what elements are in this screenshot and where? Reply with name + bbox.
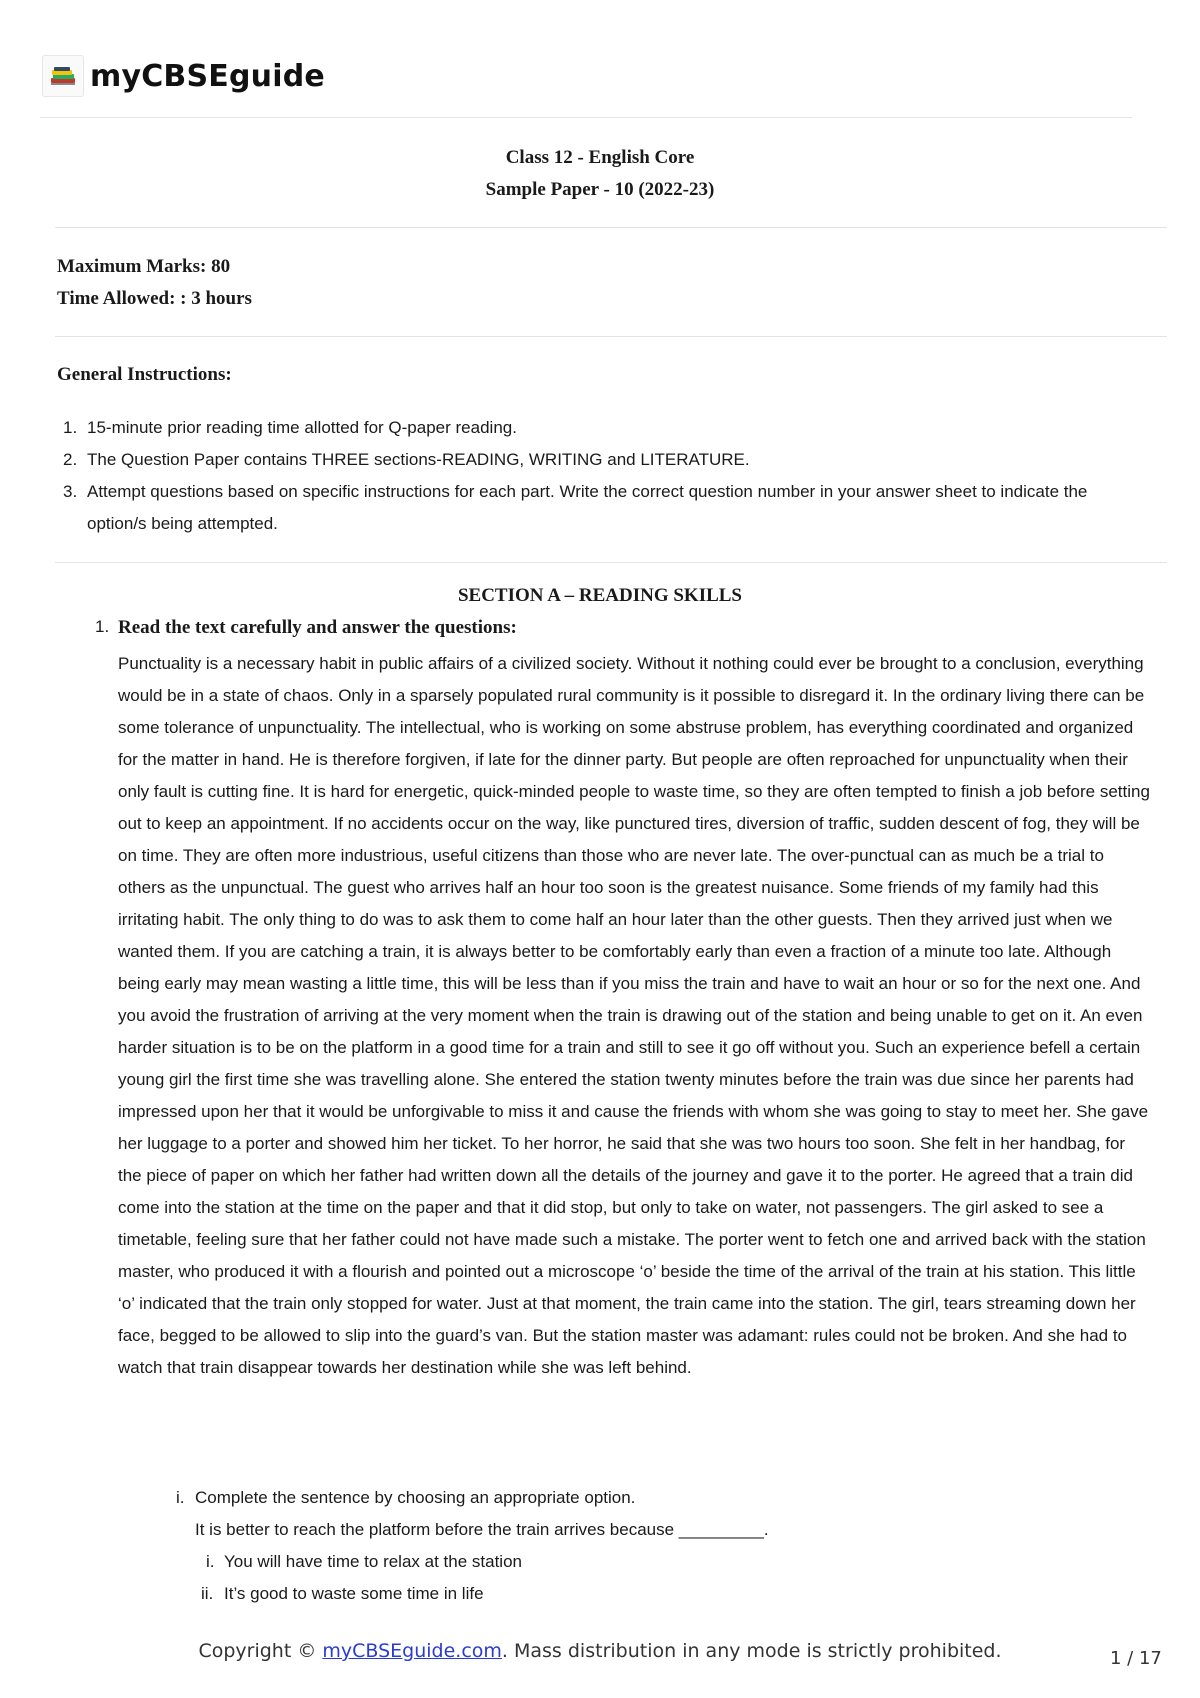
copyright-footer — [0, 1640, 1200, 1662]
page-number: 1 / 17 — [1110, 1648, 1162, 1669]
paper-sample-title: Sample Paper - 10 (2022-23) — [485, 179, 715, 200]
instructions-heading: General Instructions: — [57, 364, 232, 385]
question-title: Read the text carefully and answer the questions: — [118, 617, 517, 638]
sub-question-text: Complete the sentence by choosing an appropriate option. — [195, 1488, 636, 1507]
option-text: You will have time to relax at the station — [224, 1552, 522, 1571]
list-item-text: Attempt questions based on specific instructions for each part. Write the correct question number in your answer sheet to indicate the option/s being attempted. — [87, 482, 1088, 533]
list-item-text: The Question Paper contains THREE sections-READING, WRITING and LITERATURE. — [87, 450, 750, 469]
list-item — [57, 412, 1137, 444]
option-text: It’s good to waste some time in life — [224, 1584, 484, 1603]
maximum-marks: Maximum Marks: 80 — [57, 256, 231, 277]
list-item-number: 2. — [63, 450, 78, 469]
mycbseguide-link[interactable]: myCBSEguide.com — [322, 1640, 502, 1662]
brand-header — [42, 55, 325, 97]
list-item-number: 1. — [63, 418, 78, 437]
instructions-list — [57, 412, 1137, 540]
divider — [40, 117, 1132, 118]
list-item-text: 15-minute prior reading time allotted for Q-paper reading. — [87, 418, 517, 437]
divider — [55, 562, 1167, 563]
paper-class-title: Class 12 - English Core — [505, 147, 695, 168]
brand-name: myCBSEguide — [90, 58, 325, 94]
list-item — [57, 476, 1137, 540]
book-stack-icon — [42, 55, 84, 97]
option-number: ii. — [201, 1584, 214, 1603]
option-number: i. — [206, 1552, 215, 1571]
sub-question-number: i. — [176, 1488, 185, 1507]
divider — [55, 227, 1167, 228]
reading-passage: Punctuality is a necessary habit in public affairs of a civilized society. Without it nothing could ever be brought to a conclusion, everything would be in a state of chaos. Only in a sparsely populated rural community is it possible to disregard it. In the ordinary living there can be some tolerance of unpunctuality. The intellectual, who is working on some abstruse problem, has everything coordinated and organized for the matter in hand. He is therefore forgiven, if late for the dinner party. But people are often reproached for unpunctuality when their only fault is cutting fine. It is hard for energetic, quick-minded people to waste time, so they are often tempted to finish a job before setting out to keep an appointment. If no accidents occur on the way, like punctured tires, diversion of traffic, sudden descent of fog, they will be on time. They are often more industrious, useful citizens than those who are never late. The over-punctual can as much be a trial to others as the unpunctual. The guest who arrives half an hour too soon is the greatest nuisance. Some friends of my family had this irritating habit. The only thing to do was to ask them to come half an hour later than the other guests. Then they arrived just when we wanted them. If you are catching a train, it is always better to be comfortably early than even a fraction of a minute too late. Although being early may mean wasting a little time, this will be less than if you miss the train and have to wait an hour or so for the next one. And you avoid the frustration of arriving at the very moment when the train is drawing out of the station and being unable to get on it. An even harder situation is to be on the platform in a good time for a train and still to see it go off without you. Such an experience befell a certain young girl the first time she was travelling alone. She entered the station twenty minutes before the train was due since her parents had impressed upon her that it would be unforgivable to miss it and cause the friends with whom she was going to stay to meet her. She gave her luggage to a porter and showed him her ticket. To her horror, he said that she was two hours too soon. She felt in her handbag, for the piece of paper on which her father had written down all the details of the journey and gave it to the porter. He agreed that a train did come into the station at the time on the paper and that it did stop, but only to take on water, not passengers. The girl asked to see a timetable, feeling sure that her father could not have made such a mistake. The porter went to fetch one and arrived back with the station master, who produced it with a flourish and pointed out a microscope ‘o’ beside the time of the arrival of the train at his station. This little ‘o’ indicated that the train only stopped for water. Just at that moment, the train came into the station. The girl, tears streaming down her face, begged to be allowed to slip into the guard’s van. But the station master was adamant: rules could not be broken. And she had to watch that train disappear towards her destination while she was left behind. — [118, 654, 1150, 1377]
question-number: 1. — [95, 617, 110, 636]
copyright-suffix: . Mass distribution in any mode is strictly prohibited. — [501, 1640, 1002, 1662]
time-allowed: Time Allowed: : 3 hours — [57, 288, 252, 309]
copyright-prefix: Copyright © — [198, 1640, 317, 1662]
list-item-number: 3. — [63, 482, 78, 501]
list-item — [57, 444, 1137, 476]
divider — [55, 336, 1167, 337]
sub-question-prompt: It is better to reach the platform before the train arrives because _________. — [195, 1520, 769, 1539]
section-a-title: SECTION A – READING SKILLS — [457, 585, 743, 606]
